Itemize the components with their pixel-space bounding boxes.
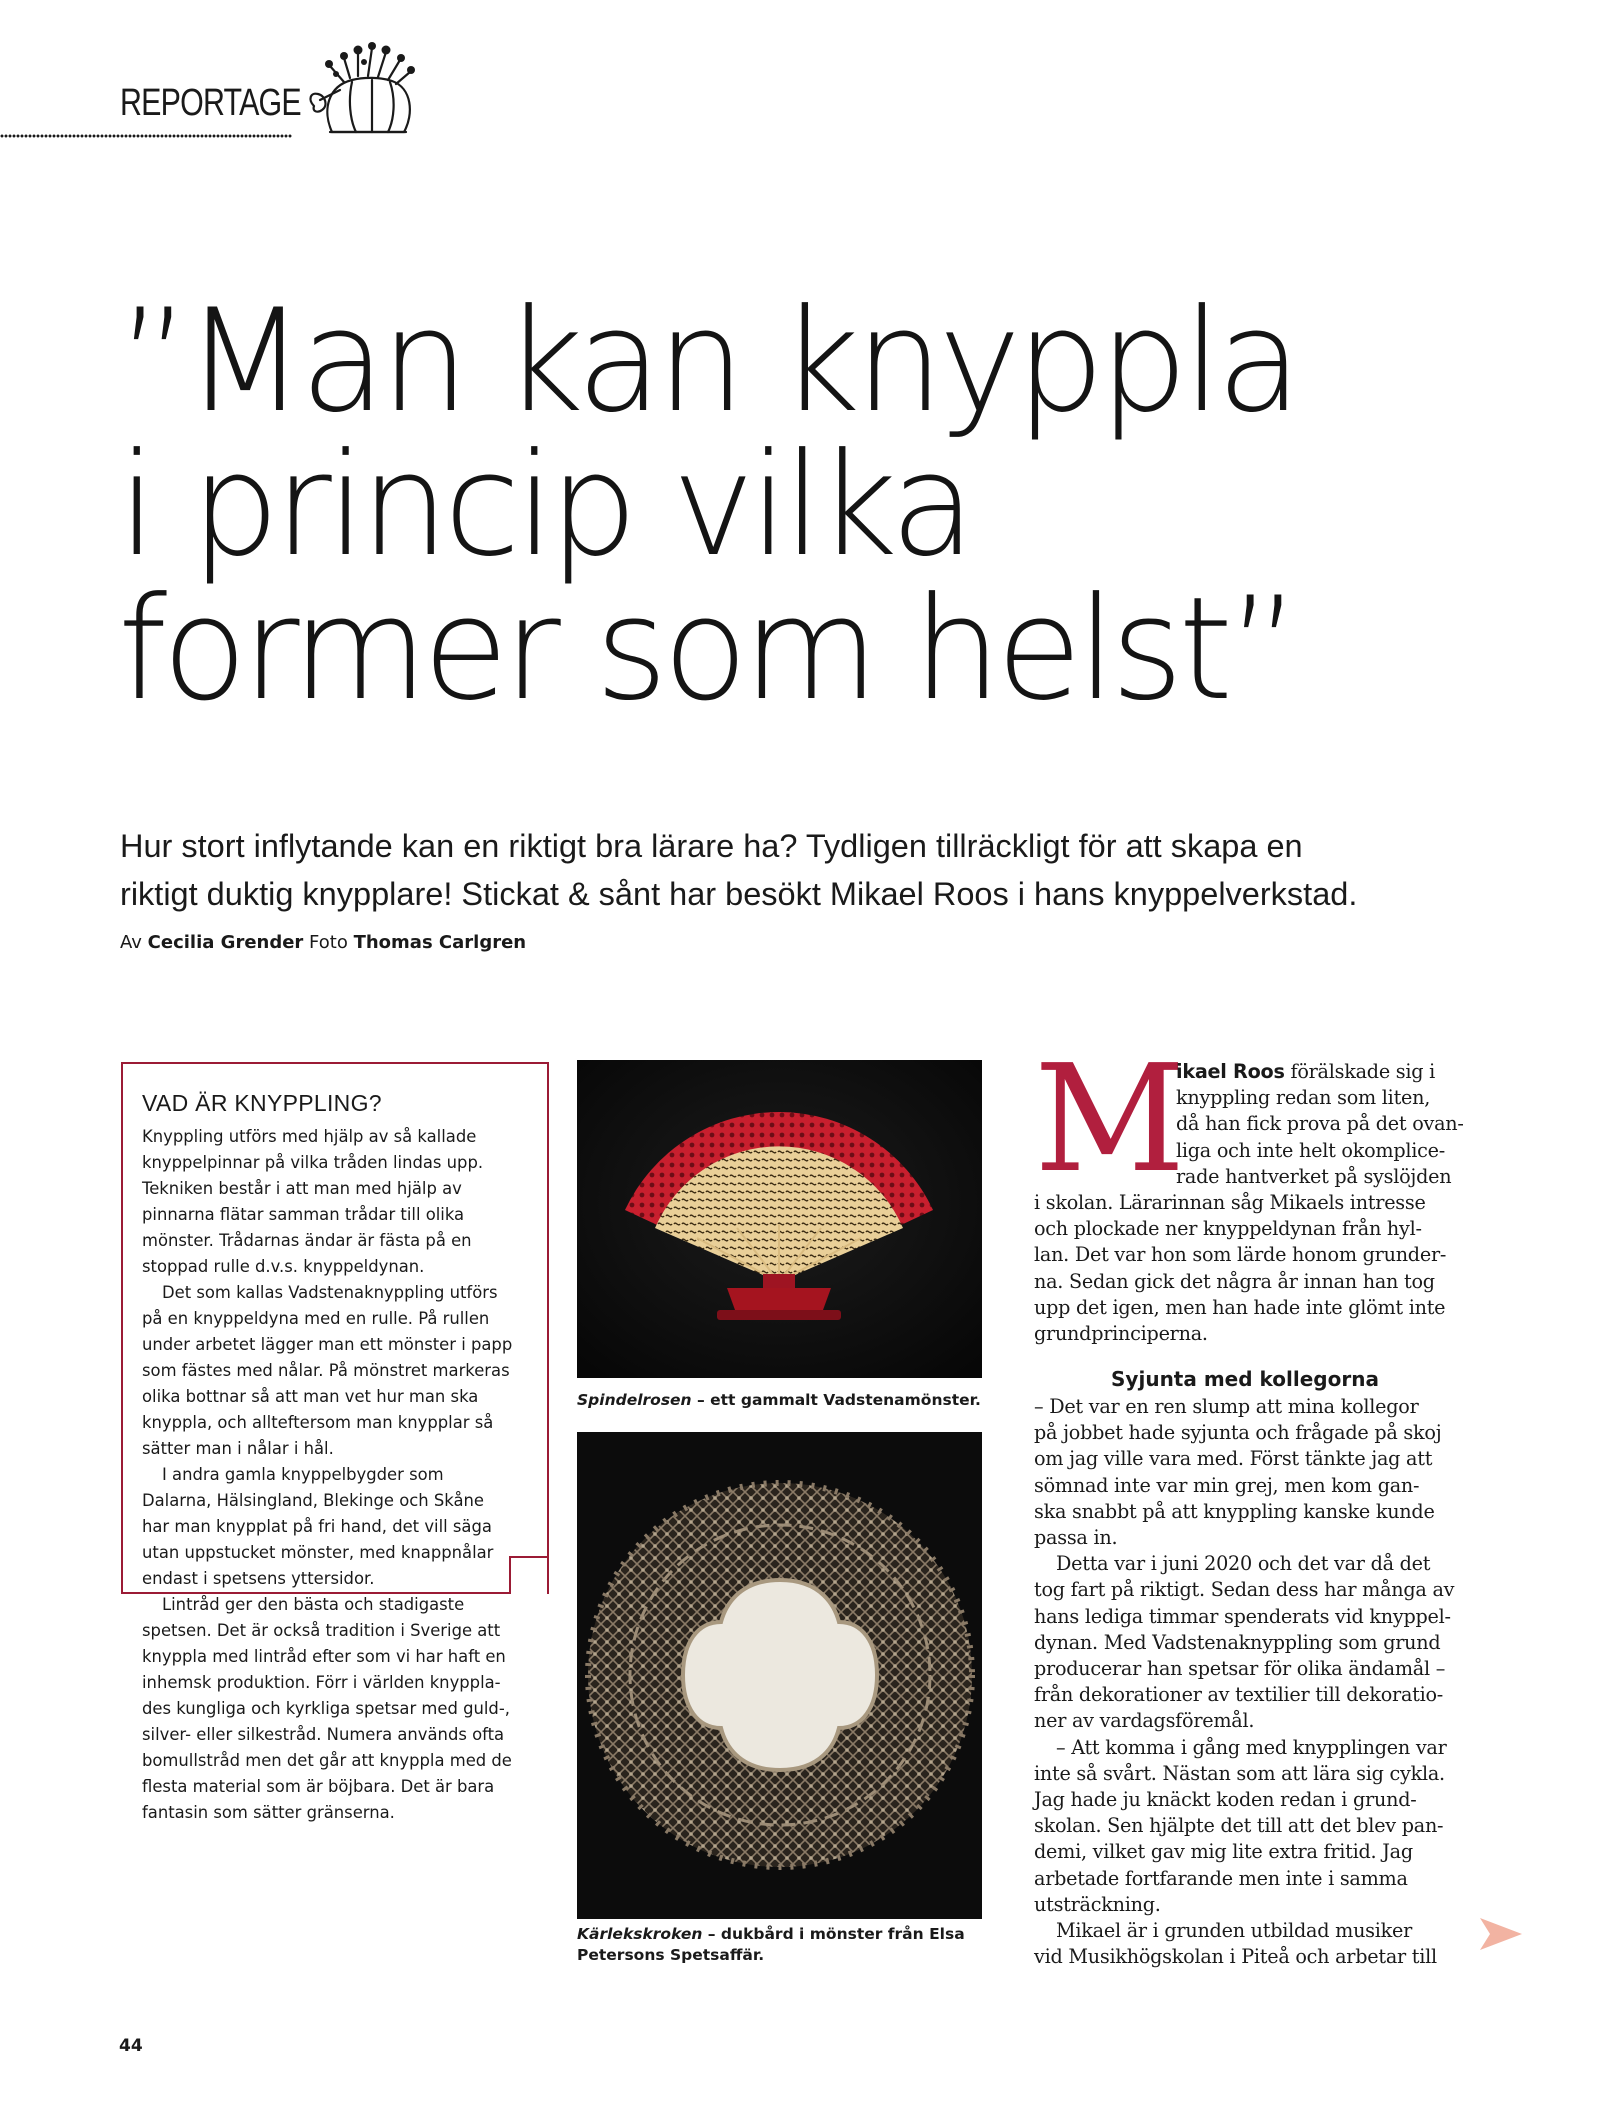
text-line: och plockade ner knyppeldynan från hyl- <box>1034 1217 1422 1241</box>
text-line: na. Sedan gick det några år innan han tog <box>1034 1269 1435 1293</box>
text-line: demi, vilket gav mig lite extra fritid. Jag <box>1034 1840 1413 1864</box>
text-line <box>1176 1059 1456 1085</box>
text-line: sömnad inte var min grej, men kom gan- <box>1034 1473 1420 1497</box>
headline-line: ”Man kan knyppla <box>118 279 1298 444</box>
factbox-line: stoppad rulle d.v.s. knyppeldynan. <box>142 1257 425 1276</box>
text-line: från dekorationer av textilier till dekoratio- <box>1034 1683 1444 1707</box>
factbox-line: på en knyppeldyna med en rulle. På rullen <box>142 1309 490 1328</box>
text-line: lan. Det var hon som lärde honom grunder- <box>1034 1243 1447 1267</box>
subheading: Syjunta med kollegorna <box>1111 1367 1379 1391</box>
headline <box>118 279 1490 732</box>
factbox-paragraph <box>142 1462 542 1592</box>
lead-paragraph-short <box>1176 1059 1464 1190</box>
text-line: rade hantverket på syslöjden <box>1176 1164 1452 1188</box>
factbox-line: Dalarna, Hälsingland, Blekinge och Skåne <box>142 1491 484 1510</box>
text-line: arbetade fortfarande men inte i samma <box>1034 1866 1408 1890</box>
lace-doily-photo <box>577 1432 982 1919</box>
fan-photo-caption <box>577 1390 982 1411</box>
factbox-paragraph <box>142 1124 542 1280</box>
factbox-line: under arbetet lägger man ett mönster i papp <box>142 1335 513 1354</box>
factbox-title: VAD ÄR KNYPPLING? <box>142 1090 382 1116</box>
factbox-line: knyppla, och allteftersom man knypplar så <box>142 1413 494 1432</box>
text-line: Detta var i juni 2020 och det var då det <box>1056 1552 1431 1576</box>
deck-line: Hur stort inflytande kan en riktigt bra lärare ha? Tydligen tillräckligt för att skapa en <box>120 828 1303 864</box>
factbox-line: olika bottnar så att man vet hur man ska <box>142 1387 479 1406</box>
text-line: Mikael är i grunden utbildad musiker <box>1056 1919 1413 1943</box>
factbox-line: Det som kallas Vadstenaknyppling utförs <box>162 1283 498 1302</box>
factbox-line: flesta material som är böjbara. Det är bara <box>142 1777 495 1796</box>
continue-arrow-icon <box>1480 1918 1522 1950</box>
factbox-line: har man knypplat på fri hand, det vill säga <box>142 1517 492 1536</box>
drop-cap: M <box>1034 1033 1182 1205</box>
factbox-line: des kungliga och kyrkliga spetsar med guld-, <box>142 1699 510 1718</box>
lace-doily-illustration <box>577 1432 982 1919</box>
text-line: ner av vardagsföremål. <box>1034 1709 1255 1733</box>
factbox-line: spetsen. Det är också tradition i Sverige att <box>142 1621 501 1640</box>
text-line: – Det var en ren slump att mina kollegor <box>1034 1395 1419 1418</box>
text-line: skolan. Sen hjälpte det till att det blev pan- <box>1034 1814 1444 1838</box>
factbox-line: knyppelpinnar på vilka tråden lindas upp. <box>142 1153 484 1172</box>
factbox-line: bomullstråd men det går att knyppla med de <box>142 1751 512 1770</box>
factbox-paragraph <box>142 1592 542 1826</box>
section-label: REPORTAGE <box>120 82 301 124</box>
factbox-line: som fästes med nålar. På mönstret markeras <box>142 1361 510 1380</box>
factbox-body <box>142 1124 542 1826</box>
text-line: utsträckning. <box>1034 1892 1161 1916</box>
factbox-line: I andra gamla knyppelbygder som <box>162 1465 444 1484</box>
factbox-line: sätter man i nålar i hål. <box>142 1439 334 1458</box>
article-body <box>1034 1394 1456 1970</box>
text-line: i skolan. Lärarinnan såg Mikaels intresse <box>1034 1191 1426 1214</box>
factbox-line: endast i spetsens yttersidor. <box>142 1569 375 1588</box>
text-line: knyppling redan som liten, <box>1176 1086 1431 1110</box>
text-line: om jag ville vara med. Först tänkte jag att <box>1034 1447 1433 1471</box>
caption-title: Spindelrosen <box>577 1391 692 1409</box>
pincushion-icon <box>300 40 430 140</box>
factbox-line: Tekniken består i att man med hjälp av <box>142 1179 462 1198</box>
deck <box>120 822 1500 918</box>
headline-line: former som helst” <box>118 567 1296 732</box>
factbox-line: Knyppling utförs med hjälp av så kallade <box>142 1127 477 1146</box>
text-line: producerar han spetsar för olika ändamål – <box>1034 1657 1446 1681</box>
factbox-line: inhemsk produktion. Förr i världen knyppla- <box>142 1673 501 1692</box>
text-line: liga och inte helt okomplice- <box>1176 1138 1445 1162</box>
factbox-line: pinnarna flätar samman trådar till olika <box>142 1205 465 1224</box>
lace-fan-photo <box>577 1060 982 1378</box>
section-dotted-rule <box>0 133 292 139</box>
text-line: ska snabbt på att knyppling kanske kunde <box>1034 1499 1435 1523</box>
byline <box>120 932 526 953</box>
text-line: tog fart på riktigt. Sedan dess har många av <box>1034 1578 1455 1602</box>
factbox-paragraph <box>142 1280 542 1462</box>
caption-text: – dukbård i mönster från Elsa <box>702 1925 965 1943</box>
lead-line: förälskade sig i <box>1284 1060 1436 1083</box>
text-line: då han fick prova på det ovan- <box>1176 1112 1464 1136</box>
text-line: inte så svårt. Nästan som att lära sig cykla. <box>1034 1761 1445 1785</box>
doily-photo-caption <box>577 1924 982 1966</box>
caption-title: Kärlekskroken <box>577 1925 703 1943</box>
text-line: grundprinciperna. <box>1034 1322 1208 1346</box>
text-line: – Att komma i gång med knypplingen var <box>1056 1735 1447 1759</box>
text-line: upp det igen, men han hade inte glömt inte <box>1034 1295 1446 1319</box>
page-number: 44 <box>119 2036 143 2056</box>
photo-prefix: Foto <box>309 932 348 953</box>
factbox-line: fantasin som sätter gränserna. <box>142 1803 395 1822</box>
lead-name: ikael Roos <box>1176 1060 1285 1083</box>
author-name: Cecilia Grender <box>147 932 304 953</box>
text-line: på jobbet hade syjunta och frågade på skoj <box>1034 1421 1442 1445</box>
text-line: passa in. <box>1034 1526 1118 1550</box>
photographer-name: Thomas Carlgren <box>353 932 527 953</box>
factbox-line: mönster. Trådarnas ändar är fästa på en <box>142 1231 472 1250</box>
text-line: Jag hade ju knäckt koden redan i grund- <box>1034 1788 1417 1812</box>
caption-text: Petersons Spetsaffär. <box>577 1946 765 1964</box>
byline-prefix: Av <box>120 932 142 953</box>
caption-text: – ett gammalt Vadstenamönster. <box>691 1391 981 1409</box>
factbox-line: Lintråd ger den bästa och stadigaste <box>162 1595 465 1614</box>
deck-line: riktigt duktig knypplare! Stickat & sånt har besökt Mikael Roos i hans knyppelverkstad. <box>120 876 1358 912</box>
factbox-line: utan uppstucket mönster, med knappnålar <box>142 1543 494 1562</box>
factbox-line: knyppla med lintråd efter som vi har haft en <box>142 1647 506 1666</box>
text-line: dynan. Med Vadstenaknyppling som grund <box>1034 1630 1441 1654</box>
headline-line: i princip vilka <box>118 423 971 588</box>
text-line: vid Musikhögskolan i Piteå och arbetar till <box>1034 1945 1437 1969</box>
lead-paragraph-continued <box>1034 1190 1456 1347</box>
factbox-line: silver- eller silkestråd. Numera används ofta <box>142 1725 505 1744</box>
lace-fan-illustration <box>577 1060 982 1378</box>
text-line: hans lediga timmar spenderats vid knyppel- <box>1034 1604 1451 1628</box>
